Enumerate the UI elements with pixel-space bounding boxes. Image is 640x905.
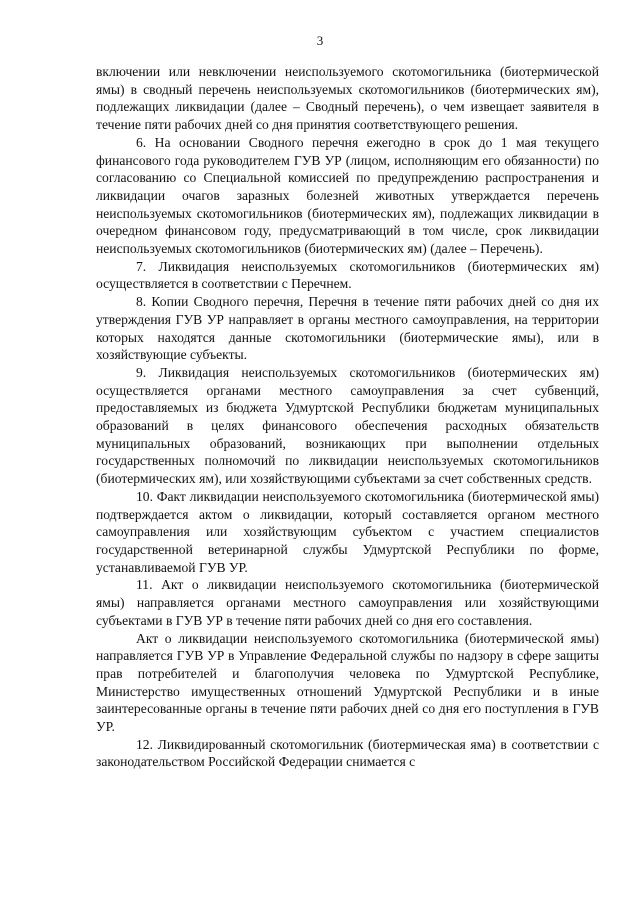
paragraph-7: 7. Ликвидация неиспользуемых скотомогильников (биотермических ям) осуществляется в соответствии с Перечнем.: [96, 258, 599, 292]
paragraph-11-cont: Акт о ликвидации неиспользуемого скотомогильника (биотермической ямы) направляется ГУВ УР в Управление Федеральной службы по надзору в сфере защиты прав потребителей и благополучия человека по Удмуртской Республике, Министерство имущественных отношений Удмуртской Республики и в иные заинтересованные органы в течение пяти рабочих дней со дня его поступления в ГУВ УР.: [96, 630, 599, 735]
paragraph-6: 6. На основании Сводного перечня ежегодно в срок до 1 мая текущего финансового года руководителем ГУВ УР (лицом, исполняющим его обязанности) по согласованию со Специальной комиссией по предупреждению распространения и ликвидации очагов заразных болезней животных утверждается перечень неиспользуемых скотомогильников (биотермических ям), подлежащих ликвидации в очередном финансовом году, предусматривающий в том числе, срок ликвидации неиспользуемых скотомогильников (биотермических ям) (далее – Перечень).: [96, 134, 599, 257]
paragraph-11: 11. Акт о ликвидации неиспользуемого скотомогильника (биотермической ямы) направляется органами местного самоуправления или хозяйствующими субъектами в ГУВ УР в течение пяти рабочих дней со дня его составления.: [96, 577, 599, 628]
paragraph-9: 9. Ликвидация неиспользуемых скотомогильников (биотермических ям) осуществляется органами местного самоуправления за счет субвенций, предоставляемых из бюджета Удмуртской Республики бюджетам муниципальных образований в целях финансового обеспечения расходных обязательств муниципальных образований, возникающих при выполнении отдельных государственных полномочий по ликвидации неиспользуемых скотомогильников (биотермических ям), или хозяйствующими субъектами за счет собственных средств.: [96, 364, 599, 487]
paragraph-8: 8. Копии Сводного перечня, Перечня в течение пяти рабочих дней со дня их утверждения ГУВ УР направляет в органы местного самоуправления, на территории которых находятся данные скотомогильники (биотермические ямы), или в хозяйствующие субъекты.: [96, 294, 599, 363]
paragraph-10: 10. Факт ликвидации неиспользуемого скотомогильника (биотермической ямы) подтверждается актом о ликвидации, который составляется органом местного самоуправления или хозяйствующим субъектом с участием специалистов государственной ветеринарной службы Удмуртской Республики по форме, устанавливаемой ГУВ УР.: [96, 488, 599, 575]
paragraph-12: 12. Ликвидированный скотомогильник (биотермическая яма) в соответствии с законодательством Российской Федерации снимается с: [96, 736, 599, 770]
document-body: [96, 63, 599, 771]
page-number: 3: [316, 33, 324, 48]
paragraph-continuation: включении или невключении неиспользуемого скотомогильника (биотермической ямы) в сводный перечень неиспользуемых скотомогильников (биотермических ям), подлежащих ликвидации (далее – Сводный перечень), о чем извещает заявителя в течение пяти рабочих дней со дня принятия соответствующего решения.: [96, 64, 599, 133]
